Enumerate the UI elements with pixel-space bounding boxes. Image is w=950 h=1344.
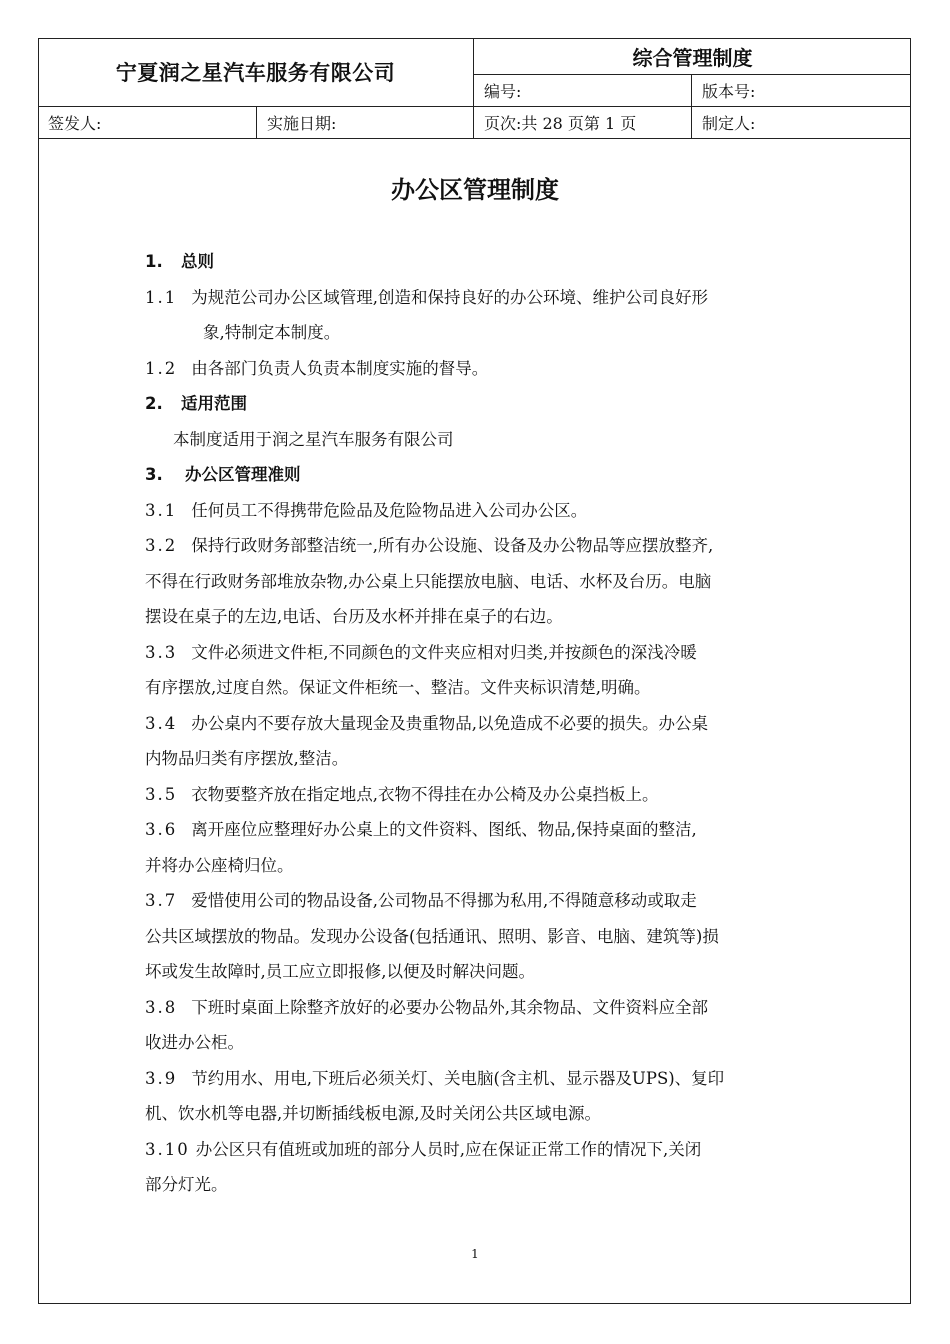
clause-line: 不得在行政财务部堆放杂物,办公桌上只能摆放电脑、电话、水杯及台历。电脑 — [145, 571, 712, 591]
clause-line: 机、饮水机等电器,并切断插线板电源,及时关闭公共区域电源。 — [145, 1104, 601, 1123]
clause: 3.2 保持行政财务部整洁统一,所有办公设施、设备及办公物品等应摆放整齐, — [145, 536, 714, 555]
clause-line: 公共区域摆放的物品。发现办公设备(包括通讯、照明、影音、电脑、建筑等)损 — [145, 926, 719, 946]
section-heading: 2. 适用范围 — [145, 394, 247, 413]
clause-continuation: 象,特制定本制度。 — [203, 323, 341, 342]
clause: 3.7 爱惜使用公司的物品设备,公司物品不得挪为私用,不得随意移动或取走 — [145, 891, 697, 910]
clause-line: 并将办公座椅归位。 — [145, 855, 294, 875]
clause-line: 部分灯光。 — [145, 1175, 228, 1194]
section-heading: 1. 总则 — [145, 252, 214, 271]
clause: 1.1 为规范公司办公区域管理,创造和保持良好的办公环境、维护公司良好形 — [145, 287, 708, 307]
clause-line: 内物品归类有序摆放,整洁。 — [145, 749, 349, 768]
clause-line: 摆设在桌子的左边,电话、台历及水杯并排在桌子的右边。 — [145, 607, 563, 626]
page-info: 页次:共 28 页第 1 页 — [484, 113, 637, 133]
clause: 3.6 离开座位应整理好办公桌上的文件资料、图纸、物品,保持桌面的整洁, — [145, 820, 697, 839]
regulation-category: 综合管理制度 — [632, 45, 753, 70]
clause: 3.9 节约用水、用电,下班后必须关灯、关电脑(含主机、显示器及UPS)、复印 — [145, 1068, 725, 1088]
number-label: 编号: — [484, 81, 522, 101]
clause-line: 收进办公柜。 — [145, 1033, 244, 1052]
page-number: 1 — [471, 1247, 479, 1261]
clause-line: 坏或发生故障时,员工应立即报修,以便及时解决问题。 — [145, 962, 535, 981]
company-name: 宁夏润之星汽车服务有限公司 — [115, 61, 396, 85]
author-label: 制定人: — [702, 113, 756, 133]
document-body — [145, 244, 815, 1203]
issuer-label: 签发人: — [48, 113, 102, 133]
version-label: 版本号: — [702, 81, 756, 101]
document-title: 办公区管理制度 — [391, 176, 559, 204]
clause: 3.5 衣物要整齐放在指定地点,衣物不得挂在办公椅及办公桌挡板上。 — [145, 784, 659, 804]
clause: 3.1 任何员工不得携带危险品及危险物品进入公司办公区。 — [145, 500, 588, 520]
scope-text: 本制度适用于润之星汽车服务有限公司 — [173, 429, 454, 449]
clause: 3.4 办公桌内不要存放大量现金及贵重物品,以免造成不必要的损失。办公桌 — [145, 713, 708, 733]
clause: 3.3 文件必须进文件柜,不同颜色的文件夹应相对归类,并按颜色的深浅冷暖 — [145, 642, 697, 662]
clause: 3.8 下班时桌面上除整齐放好的必要办公物品外,其余物品、文件资料应全部 — [145, 997, 708, 1017]
clause-line: 有序摆放,过度自然。保证文件柜统一、整洁。文件夹标识清楚,明确。 — [145, 678, 651, 697]
date-label: 实施日期: — [267, 113, 337, 133]
clause: 3.10 办公区只有值班或加班的部分人员时,应在保证正常工作的情况下,关闭 — [145, 1139, 702, 1159]
section-heading: 3. 办公区管理准则 — [145, 465, 301, 484]
document-header — [38, 38, 911, 139]
clause: 1.2 由各部门负责人负责本制度实施的督导。 — [145, 358, 489, 378]
